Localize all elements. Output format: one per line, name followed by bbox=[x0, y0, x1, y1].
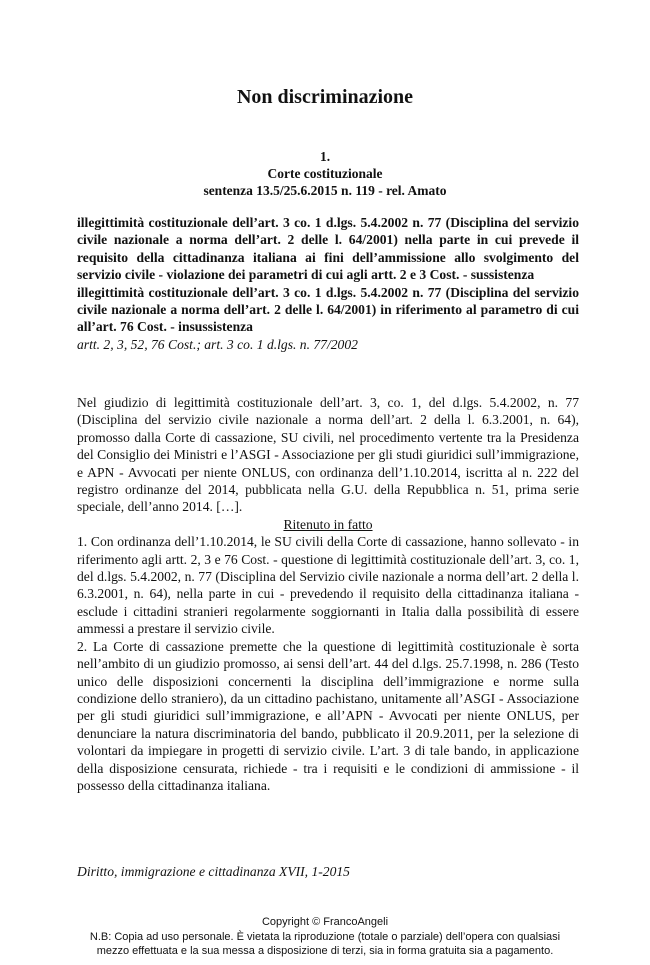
case-number: 1. bbox=[319, 149, 331, 164]
headnotes bbox=[77, 214, 579, 353]
copyright-line: Copyright © FrancoAngeli bbox=[261, 916, 389, 928]
court-name: Corte costituzionale bbox=[267, 166, 383, 181]
copyright-notice: N.B: Copia ad uso personale. È vietata la riproduzione (totale o parziale) dell’opera con qualsiasi bbox=[89, 930, 561, 943]
section-subheading: Ritenuto in fatto bbox=[283, 516, 373, 532]
case-header bbox=[0, 148, 650, 199]
judgment-reference: sentenza 13.5/25.6.2015 n. 119 - rel. Amato bbox=[203, 183, 447, 198]
headnote: illegittimità costituzionale dell’art. 3 co. 1 d.lgs. 5.4.2002 n. 77 (Disciplina del servizio civile nazionale a norma dell’art. 2 delle l. 64/2001) nella parte in cui prevede il requisito della cittadinanza italiana ai fini dell’ammissione allo svolgimento del servizio civile - violazione dei parametri di cui agli artt. 2 e 3 Cost. - sussistenza bbox=[77, 215, 579, 283]
legal-references: artt. 2, 3, 52, 76 Cost.; art. 3 co. 1 d.lgs. n. 77/2002 bbox=[77, 336, 358, 352]
judgment-text bbox=[77, 394, 579, 794]
copyright-notice: mezzo effettuata e la sua messa a disposizione di terzi, sia in forma gratuita sia a pagamento. bbox=[96, 945, 554, 957]
journal-citation: Diritto, immigrazione e cittadinanza XVII, 1-2015 bbox=[77, 864, 350, 879]
body-paragraph: 2. La Corte di cassazione premette che la questione di legittimità costituzionale è sorta nell’ambito di un giudizio promosso, ai sensi dell’art. 44 del d.lgs. 25.7.1998, n. 286 (Testo unico delle disposizioni concernenti la disciplina dell’immigrazione e norme sulla condizione dello straniero), da un cittadino pachistano, unitamente all’ASGI - Associazione per gli studi giuridici sull’immigrazione, e all’APN - Avvocati per niente ONLUS, per denunciare la natura discriminatoria del bando, pubblicato il 20.9.2011, per la selezione di volontari da impiegare in progetti di servizio civile. L’art. 3 di tale bando, in applicazione della disposizione censurata, richiede - tra i requisiti e le condizioni di ammissione - il possesso della cittadinanza italiana. bbox=[77, 638, 579, 793]
section-title: Non discriminazione bbox=[236, 86, 414, 108]
body-paragraph: 1. Con ordinanza dell’1.10.2014, le SU civili della Corte di cassazione, hanno sollevato - in riferimento agli artt. 2, 3 e 76 Cost. - questione di legittimità costituzionale dell’art. 3, co. 1, del d.lgs. 5.4.2002, n. 77 (Disciplina del Servizio civile nazionale a norma dell’art. 2 della l. 6.3.2001, n. 64), nella parte in cui - prevedendo il requisito della cittadinanza italiana - esclude i cittadini stranieri regolarmente soggiornanti in Italia dalla possibilità di essere ammessi a prestare il servizio civile. bbox=[77, 534, 579, 637]
intro-paragraph: Nel giudizio di legittimità costituzionale dell’art. 3, co. 1, del d.lgs. 5.4.2002, n. 77 (Disciplina del servizio civile nazionale a norma dell’art. 2 della l. 6.3.2001, n. 64), promosso dalla Corte di cassazione, SU civili, nel procedimento vertente tra la Presidenza del Consiglio dei Ministri e l’ASGI - Associazione per gli studi giuridici sull’immigrazione, e APN - Avvocati per niente ONLUS, con ordinanza dell’1.10.2014, iscritta al n. 222 del registro ordinanze del 2014, pubblicata nella G.U. della Repubblica n. 51, prima serie speciale, dell’anno 2014. […]. bbox=[77, 395, 579, 515]
copyright-footer bbox=[0, 915, 650, 959]
headnote: illegittimità costituzionale dell’art. 3 co. 1 d.lgs. 5.4.2002 n. 77 (Disciplina del servizio civile nazionale a norma dell’art. 2 delle l. 64/2001) in riferimento al parametro di cui all’art. 76 Cost. - insussistenza bbox=[77, 284, 579, 335]
